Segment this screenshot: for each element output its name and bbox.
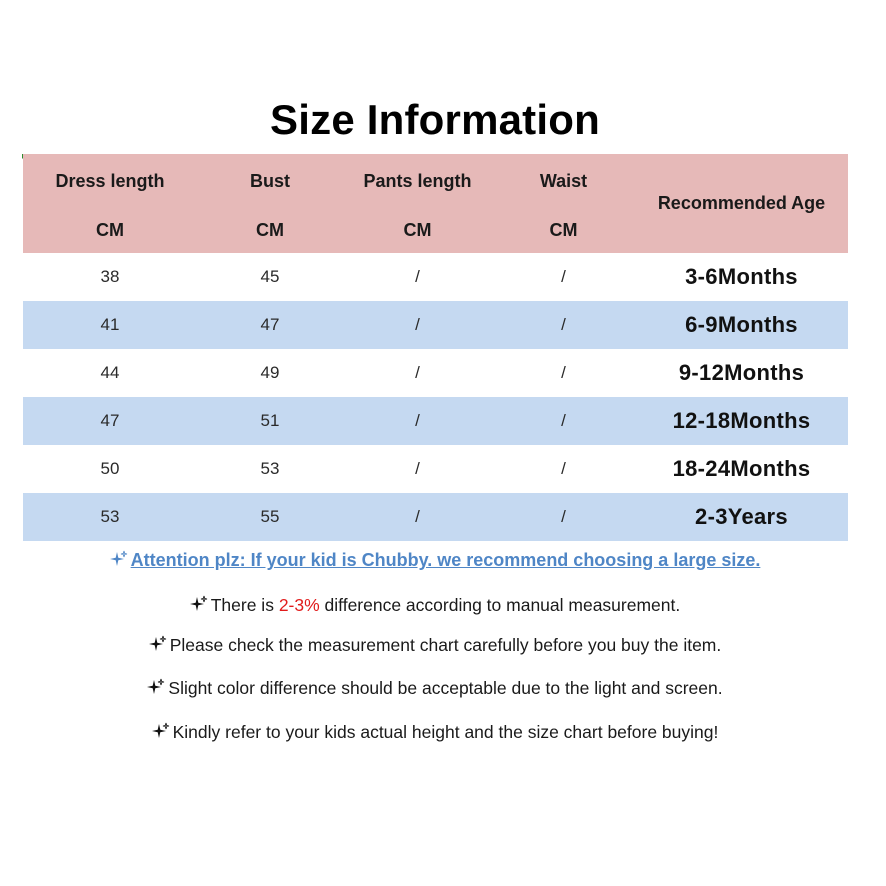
header-bust <box>197 154 343 253</box>
cell-age: 6-9Months <box>685 312 798 337</box>
sparkle-icon <box>190 595 208 613</box>
header-unit: CM <box>256 220 284 240</box>
sparkle-icon <box>149 635 167 653</box>
cell-bust: 53 <box>260 459 280 478</box>
size-table <box>23 154 848 541</box>
sparkle-icon <box>110 550 128 568</box>
difference-note <box>0 595 870 616</box>
attention-note <box>0 550 870 571</box>
cell-waist: / <box>561 267 566 286</box>
header-dress-length <box>23 154 197 253</box>
cell-dress-length: 53 <box>100 507 120 526</box>
header-unit: CM <box>96 220 124 240</box>
table-row <box>23 397 848 445</box>
cell-pants-length: / <box>415 459 420 478</box>
cell-waist: / <box>561 363 566 382</box>
header-label: Pants length <box>363 171 472 191</box>
table-header <box>23 154 848 253</box>
cell-age: 2-3Years <box>695 504 788 529</box>
sparkle-icon <box>152 722 170 740</box>
cell-bust: 51 <box>260 411 280 430</box>
cell-bust: 45 <box>260 267 280 286</box>
cell-pants-length: / <box>415 267 420 286</box>
sparkle-icon <box>147 678 165 696</box>
cell-dress-length: 44 <box>100 363 120 382</box>
cell-age: 18-24Months <box>672 456 811 481</box>
header-label: Dress length <box>55 171 165 191</box>
cell-pants-length: / <box>415 411 420 430</box>
header-recommended-age <box>635 154 848 253</box>
cell-age: 9-12Months <box>678 360 805 385</box>
page-title: Size Information <box>270 96 600 143</box>
cell-waist: / <box>561 507 566 526</box>
header-label: Waist <box>539 171 588 191</box>
refer-height-note <box>0 722 870 743</box>
header-pants-length <box>343 154 492 253</box>
table-row <box>23 349 848 397</box>
cell-age: 12-18Months <box>672 408 811 433</box>
cell-waist: / <box>561 315 566 334</box>
cell-dress-length: 41 <box>100 315 120 334</box>
table-row <box>23 301 848 349</box>
header-waist <box>492 154 635 253</box>
check-chart-text: Please check the measurement chart carefully before you buy the item. <box>169 635 722 655</box>
difference-text-before: There is <box>210 595 279 615</box>
check-chart-note <box>0 635 870 656</box>
cell-dress-length: 50 <box>100 459 120 478</box>
cell-dress-length: 38 <box>100 267 120 286</box>
header-unit: CM <box>403 220 432 240</box>
header-label: Bust <box>250 171 290 191</box>
header-unit: CM <box>549 220 578 240</box>
cell-pants-length: / <box>415 507 420 526</box>
table-row <box>23 253 848 301</box>
table-row <box>23 493 848 541</box>
cell-dress-length: 47 <box>100 411 120 430</box>
cell-bust: 47 <box>260 315 280 334</box>
cell-pants-length: / <box>415 363 420 382</box>
header-label: Recommended Age <box>657 193 826 213</box>
cell-age: 3-6Months <box>685 264 798 289</box>
cell-waist: / <box>561 459 566 478</box>
cell-pants-length: / <box>415 315 420 334</box>
table-row <box>23 445 848 493</box>
color-difference-note <box>0 678 870 699</box>
refer-height-text: Kindly refer to your kids actual height and the size chart before buying! <box>172 722 719 742</box>
color-difference-text: Slight color difference should be acceptable due to the light and screen. <box>168 678 723 698</box>
attention-text: Attention plz: If your kid is Chubby. we recommend choosing a large size. <box>130 550 761 570</box>
cell-bust: 49 <box>260 363 280 382</box>
cell-waist: / <box>561 411 566 430</box>
difference-text-after: difference according to manual measurement. <box>319 595 681 615</box>
cell-bust: 55 <box>260 507 280 526</box>
difference-highlight: 2-3% <box>278 595 320 615</box>
